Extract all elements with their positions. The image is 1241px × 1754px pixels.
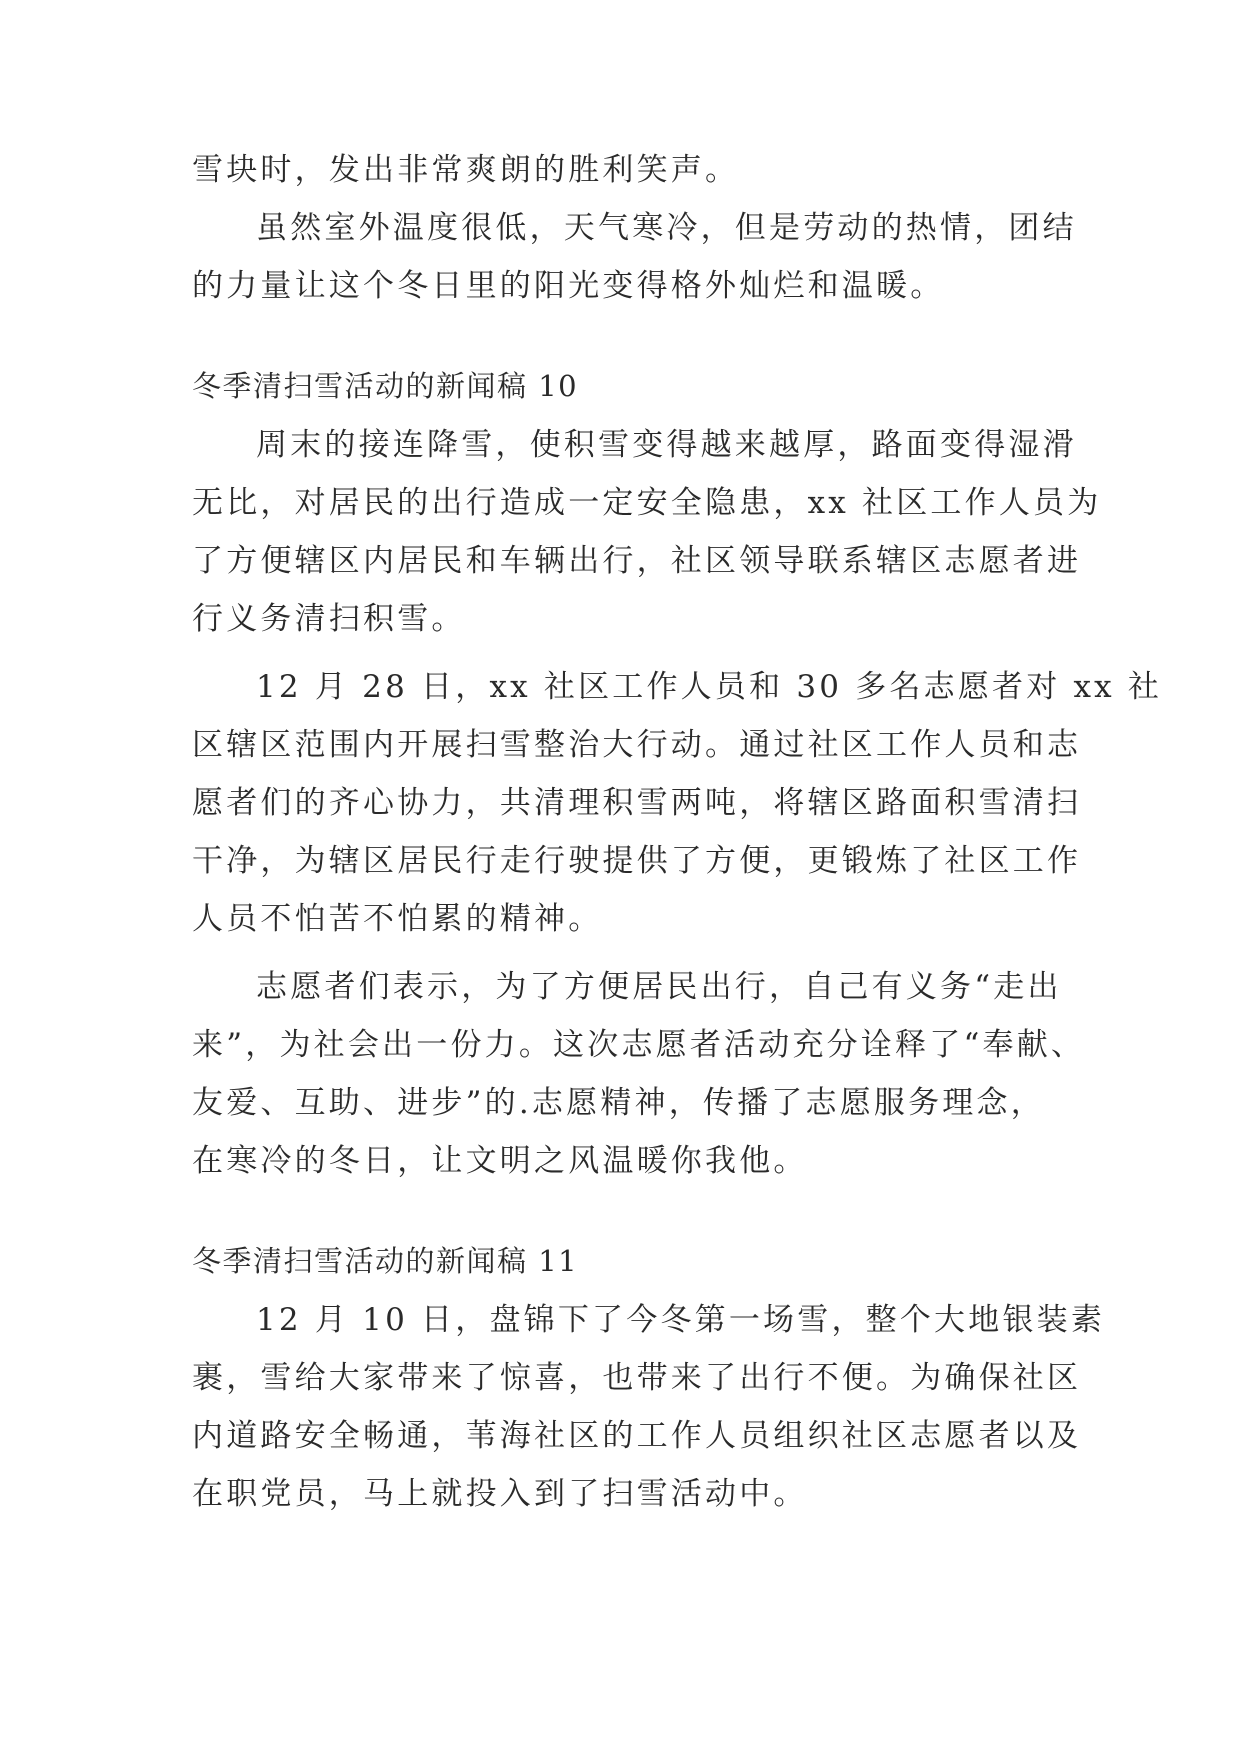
paragraph-line: 区辖区范围内开展扫雪整治大行动。通过社区工作人员和志 [192,727,1082,763]
paragraph-line: 虽然室外温度很低，天气寒冷，但是劳动的热情，团结 [256,210,1077,246]
section-heading: 冬季清扫雪活动的新闻稿 11 [192,1244,579,1278]
paragraph-line: 无比，对居民的出行造成一定安全隐患，xx 社区工作人员为 [192,485,1102,521]
paragraph-line: 愿者们的齐心协力，共清理积雪两吨，将辖区路面积雪清扫 [192,785,1082,821]
paragraph-line: 内道路安全畅通，苇海社区的工作人员组织社区志愿者以及 [192,1418,1082,1454]
section-heading: 冬季清扫雪活动的新闻稿 10 [192,369,579,403]
paragraph-line: 在职党员，马上就投入到了扫雪活动中。 [192,1476,808,1512]
paragraph-line: 人员不怕苦不怕累的精神。 [192,901,603,937]
paragraph-line: 来”，为社会出一份力。这次志愿者活动充分诠释了“奉献、 [192,1027,1086,1063]
paragraph-line: 行义务清扫积雪。 [192,601,466,637]
paragraph-line: 12 月 10 日，盘锦下了今冬第一场雪，整个大地银装素 [256,1302,1106,1338]
paragraph-line: 了方便辖区内居民和车辆出行，社区领导联系辖区志愿者进 [192,543,1082,579]
paragraph-line: 裹，雪给大家带来了惊喜，也带来了出行不便。为确保社区 [192,1360,1082,1396]
paragraph-line: 周末的接连降雪，使积雪变得越来越厚，路面变得湿滑 [256,427,1077,463]
paragraph-line: 志愿者们表示，为了方便居民出行，自己有义务“走出 [256,969,1062,1005]
paragraph-line: 在寒冷的冬日，让文明之风温暖你我他。 [192,1143,808,1179]
paragraph-line: 的力量让这个冬日里的阳光变得格外灿烂和温暖。 [192,268,945,304]
paragraph-line: 雪块时，发出非常爽朗的胜利笑声。 [192,152,740,188]
paragraph-line: 友爱、互助、进步”的.志愿精神，传播了志愿服务理念， [192,1085,1045,1121]
paragraph-line: 干净，为辖区居民行走行驶提供了方便，更锻炼了社区工作 [192,843,1082,879]
paragraph-line: 12 月 28 日，xx 社区工作人员和 30 多名志愿者对 xx 社 [256,669,1163,705]
